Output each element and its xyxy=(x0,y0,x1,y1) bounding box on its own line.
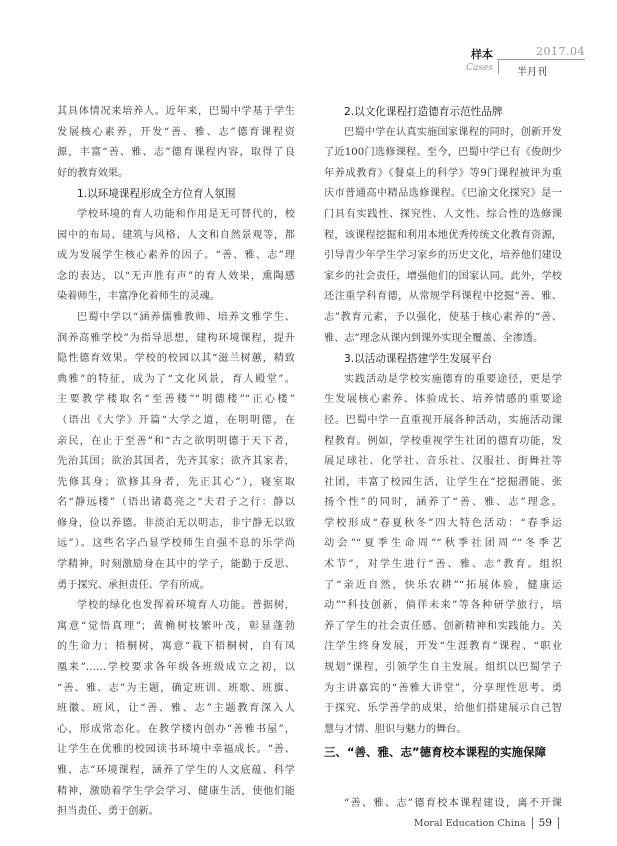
paragraph-line: 为主讲嘉宾的“善雅大讲堂”，分享理性思考、勇 xyxy=(324,682,562,694)
right-column xyxy=(324,102,562,740)
paragraph-line: 了“亲近自然，快乐农耕”“拓展体验，健康运 xyxy=(324,579,562,591)
page-header xyxy=(385,44,585,84)
paragraph-line: 家乡的社会责任，增强他们的国家认同。此外，学校 xyxy=(324,270,562,282)
paragraph-line: 年养成教育》《餐桌上的科学》等9门课程被评为重 xyxy=(324,167,562,179)
journal-name: Moral Education China xyxy=(413,817,526,829)
paragraph-line: 远”）。这些名字凸显学校师生自强不息的乐学尚 xyxy=(57,538,295,550)
paragraph-line: 先治其国；欲治其国者，先齐其家；欲齐其家者， xyxy=(57,456,295,468)
paragraph-line: 注学生终身发展，开发“生涯教育”课程、“职业 xyxy=(324,641,562,653)
paragraph-line: 凰来”……学校要求各年级各班级成立之初，以 xyxy=(57,662,295,674)
paragraph-line: 术节”，对学生进行“善、雅、志”教育。组织 xyxy=(324,559,562,571)
paragraph-line: 于探究、乐学善学的成果，给他们搭建展示自己智 xyxy=(324,703,562,715)
section-label: 样本 xyxy=(471,48,493,61)
paragraph-line: 扬个性”的同时，涵养了“善、雅、志”理念。 xyxy=(324,497,562,509)
paragraph-line: 担当责任、勇于创新。 xyxy=(57,806,159,818)
paragraph-line: 了近100门选修课程。至今，巴蜀中学已有《俊朗少 xyxy=(324,147,562,159)
footer-separator xyxy=(532,817,533,829)
paragraph-line: 社团，丰富了校园生活，让学生在“挖掘潜能、张 xyxy=(324,476,562,488)
paragraph-line: 染着师生，丰富净化着师生的灵魂。 xyxy=(57,291,220,303)
subheading: 2.以文化课程打造德育示范性品牌 xyxy=(344,106,503,118)
paragraph-line: 其具体情况来培养人。近年来，巴蜀中学基于学生 xyxy=(57,106,295,117)
paragraph-line: 亲民，在止于至善”和“古之欲明明德于天下者， xyxy=(57,435,295,447)
paragraph-line: 发展核心素养，开发“善、雅、志”德育课程资 xyxy=(57,126,295,138)
paragraph-line: 志”教育元素，予以强化，使基于核心素养的“善、 xyxy=(324,311,562,323)
paragraph-line: 名“静远楼”（语出诸葛亮之“夫君子之行：静以 xyxy=(57,497,295,509)
paragraph-line: 学校环境的育人功能和作用是无可替代的，校 xyxy=(77,208,295,220)
paragraph-line: 还注重学科育德，从常规学科课程中挖掘“善、雅、 xyxy=(324,291,562,303)
subheading: 1.以环境课程形成全方位育人氛围 xyxy=(77,188,236,201)
paragraph-line: “善、雅、志”为主题，确定班训、班歌、班旗、 xyxy=(57,682,295,694)
paragraph-line: 典雅”的特征，成为了“文化风景，育人殿堂”。 xyxy=(57,373,295,385)
paragraph-line: 雅、志”环境课程，涵养了学生的人文底蕴、科学 xyxy=(57,765,295,776)
paragraph-line: “善、雅、志”德育校本课程建设，离不开课 xyxy=(344,798,562,809)
header-separator xyxy=(498,61,499,74)
paragraph-line: 班徽、班风，让“善、雅、志”主题教育深入人 xyxy=(57,703,295,715)
paragraph-line: 引导青少年学生学习家乡的历史文化，培养他们建设 xyxy=(324,250,562,262)
paragraph-line: 实践活动是学校实施德育的重要途径，更是学 xyxy=(344,373,562,385)
paragraph-line: 的生命力；梧桐树，寓意“栽下梧桐树，自有凤 xyxy=(57,641,295,653)
paragraph-line: 念的表达，以“无声胜有声”的育人效果，熏陶感 xyxy=(57,270,295,282)
paragraph-line: 径。巴蜀中学一直重视开展各种活动，实施活动课 xyxy=(324,414,562,426)
paragraph-line: 主要教学楼取名“至善楼”“明德楼”“正心楼” xyxy=(57,394,295,406)
paragraph-line: 心，形成常态化。在教学楼内创办“善雅书屋”， xyxy=(57,723,295,735)
paragraph-line: 规划”课程，引领学生自主发展。组织以巴蜀学子 xyxy=(324,662,562,674)
paragraph-line: 巴蜀中学以“涵养儒雅教师、培养文雅学生、 xyxy=(77,311,295,323)
paragraph-line: 程教育。例如，学校重视学生社团的德育功能，发 xyxy=(324,435,562,447)
paragraph-line: 雅、志”理念从课内到课外实现全覆盖、全渗透。 xyxy=(324,332,544,344)
paragraph-line: 庆市普通高中精品选修课程。《巴渝文化探究》是一 xyxy=(324,188,562,200)
page-number: 59 xyxy=(538,817,552,829)
paragraph-line: 学校形成“春夏秋冬”四大特色活动：“春季运 xyxy=(324,517,562,529)
paragraph-line: 润养高雅学校”为指导思想，建构环境课程，提升 xyxy=(57,332,295,344)
paragraph-line: 修身，俭以养德。非淡泊无以明志，非宁静无以致 xyxy=(57,517,295,529)
issue-frequency: 半月刊 xyxy=(517,67,547,78)
paragraph-line: 生发展核心素养、体验成长、培养情感的重要途 xyxy=(324,394,562,406)
page-footer xyxy=(414,817,559,829)
paragraph-line: （语出《大学》开篇“大学之道，在明明德，在 xyxy=(57,414,295,426)
section-heading: 三、“善、雅、志”德育校本课程的实施保障 xyxy=(324,745,547,759)
paragraph-line: 学精神，时刻激励身在其中的学子，能勤于反思、 xyxy=(57,559,295,571)
paragraph-line: 程，该课程挖掘和利用本地优秀传统文化教育资源， xyxy=(324,229,562,241)
paragraph-line: 巴蜀中学在认真实施国家课程的同时，创新开发 xyxy=(344,126,562,138)
paragraph-line: 慧与才情、胆识与魅力的舞台。 xyxy=(324,723,467,735)
paragraph-line: 先修其身；欲修其身者，先正其心”），寝室取 xyxy=(57,476,295,488)
paragraph-line: 园中的布局、建筑与风格、人文和自然景观等，都 xyxy=(57,229,295,241)
footer-separator xyxy=(558,817,559,829)
paragraph-line: 隐性德育效果。学校的校园以其“滋兰树蕙，精致 xyxy=(57,353,295,365)
left-column xyxy=(57,102,295,823)
subheading: 3.以活动课程搭建学生发展平台 xyxy=(344,353,492,366)
paragraph-line: 动”“科技创新，倘徉未来”等各种研学旅行，培 xyxy=(324,600,562,612)
paragraph-line: 勇于探究、承担责任、学有所成。 xyxy=(57,579,210,591)
paragraph-line: 源，丰富“善、雅、志”德育课程内容，取得了良 xyxy=(57,147,295,159)
section-body xyxy=(324,794,562,815)
paragraph-line: 门具有实践性、探究性、人文性、综合性的选修课 xyxy=(324,208,562,220)
issue-year: 2017.04 xyxy=(536,45,585,58)
paragraph-line: 动会”“夏季生命周”“秋季社团周”“冬季艺 xyxy=(324,538,562,550)
paragraph-line: 展足球社、化学社、音乐社、汉服社、街舞社等 xyxy=(324,456,562,468)
paragraph-line: 精神，激励着学生学会学习、健康生活，使他们能 xyxy=(57,785,295,797)
section-label-en: Cases xyxy=(466,63,493,73)
paragraph-line: 成为发展学生核心素养的因子。“善、雅、志”理 xyxy=(57,250,295,262)
paragraph-line: 养了学生的社会责任感、创新精神和实践能力。关 xyxy=(324,620,562,632)
paragraph-line: 寓意“觉悟真理”；黄桷树枝繁叶茂，彰显蓬勃 xyxy=(57,620,295,632)
paragraph-line: 学校的绿化也发挥着环境育人功能。普据树， xyxy=(77,600,295,612)
paragraph-line: 让学生在优雅的校园读书环境中幸福成长。“善、 xyxy=(57,744,295,756)
paragraph-line: 好的教育效果。 xyxy=(57,167,129,179)
header-rule xyxy=(497,59,585,60)
